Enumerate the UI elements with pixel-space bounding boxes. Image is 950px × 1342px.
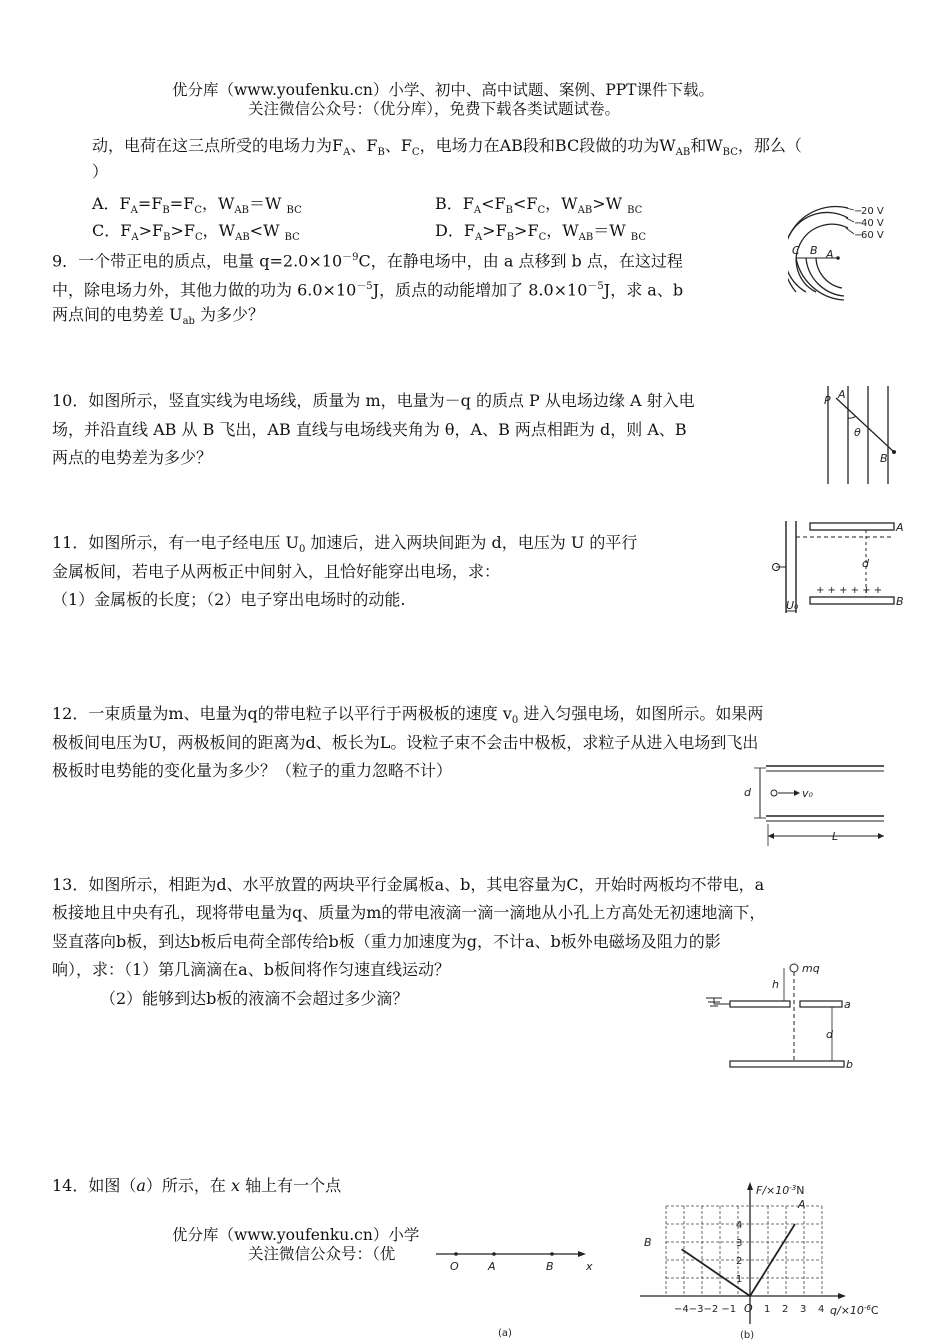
q8-equipotential-figure [788, 196, 888, 302]
q13-label-b: b [846, 1058, 853, 1071]
q14b-ylabel: $F/\times 10^{-3}N$ [756, 1184, 805, 1197]
q12-beam-figure [738, 760, 888, 850]
q13-line-4: 响），求：（1）第几滴滴在a、b板间将作匀速直线运动？ [52, 960, 450, 979]
q14b-ytick-4: 4 [736, 1220, 743, 1231]
q14a-label-b: B [546, 1260, 554, 1273]
q14b-xtick-negative: −4−3−2 −1 [674, 1304, 737, 1315]
q14b-point-b-label: B [644, 1236, 652, 1249]
q14b-ytick-1: 1 [736, 1274, 743, 1285]
q13-label-mq: mq [802, 962, 820, 975]
q14b-grid [666, 1206, 822, 1296]
q11-line-1: 11．如图所示，有一电子经电压 $U_0$ 加速后，进入两块间距为 d，电压为 U 的平行 [52, 533, 638, 556]
q10-label-p: P [824, 394, 831, 407]
q14b-xlabel: $q/\times 10^{-6}C$ [830, 1304, 879, 1317]
q14a-caption: (a) [498, 1328, 512, 1339]
q10-label-a: A [838, 388, 846, 401]
q14a-label-a: A [488, 1260, 496, 1273]
q8-option-b: B．$F_A<F_B<F_C$，$W_{AB}>W$ $_{BC}$ [435, 194, 643, 217]
q14b-xtick-2: 2 [782, 1304, 789, 1315]
q13-droplet-figure [700, 960, 860, 1076]
header-line-1: 优分库（www.youfenku.cn）小学、初中、高中试题、案例、PPT课件下载。 [172, 81, 715, 99]
q13-label-d: d [826, 1028, 833, 1041]
q12-label-v0: v₀ [802, 787, 813, 800]
svg-text:−: − [854, 218, 863, 229]
q10-line-3: 两点的电势差为多少？ [52, 448, 213, 467]
q14b-ytick-3: 3 [736, 1238, 743, 1249]
q11-label-a: A [896, 521, 904, 534]
q8-label-c: C [792, 244, 800, 257]
q13-line-2: 板接地且中央有孔，现将带电量为q、质量为m的带电液滴一滴一滴地从小孔上方高处无初速地滴下， [52, 903, 766, 922]
q8-label-a: A [826, 248, 834, 261]
q11-label-u0: U₀ [786, 599, 799, 612]
q13-line-5: （2）能够到达b板的液滴不会超过多少滴？ [100, 989, 409, 1008]
q12-line-2: 极板间电压为U，两极板间的距离为d、板长为L。设粒子束不会击中极板，求粒子从进入电场到飞出 [52, 733, 759, 752]
q10-label-theta: θ [854, 426, 861, 439]
q11-plates-figure [766, 517, 912, 617]
q8-label-20v: 20 V [861, 206, 884, 217]
q11-label-d: d [862, 557, 869, 570]
q14b-origin-label: O [744, 1302, 753, 1315]
q14b-caption: (b) [740, 1330, 755, 1341]
q14a-label-o: O [450, 1260, 459, 1273]
q14b-xtick-4: 4 [818, 1304, 825, 1315]
q14b-ytick-2: 2 [736, 1256, 743, 1267]
q12-line-1: 12．一束质量为m、电量为q的带电粒子以平行于两极板的速度 $v_0$ 进入匀强电场，如图所示。如果两 [52, 704, 764, 727]
q9-line-3: 两点间的电势差 $U_{ab}$ 为多少？ [52, 305, 265, 328]
q14a-label-x: x [586, 1260, 593, 1273]
q11-line-2: 金属板间，若电子从两板正中间射入，且恰好能穿出电场，求： [52, 562, 501, 581]
q8-label-b: B [810, 244, 818, 257]
q9-line-2: 中，除电场力外，其他力做的功为 $6.0\times 10^{-5}J$，质点的动能增加了 $8.0\times 10^{-5}J$，求 a、b [52, 280, 684, 300]
q8-label-40v: 40 V [861, 218, 884, 229]
q14b-xtick-1: 1 [764, 1304, 771, 1315]
q13-label-a: a [844, 998, 851, 1011]
q11-plus-charges: + + + + + + [816, 585, 883, 596]
footer-watermark-line-2: 关注微信公众号：（优 [248, 1245, 396, 1263]
q13-line-1: 13．如图所示，相距为d、水平放置的两块平行金属板a、b，其电容量为C，开始时两板均不带电，a [52, 875, 765, 894]
q14-axis-figure-a [432, 1240, 602, 1342]
header-line-2: 关注微信公众号：（优分库），免费下载各类试题试卷。 [248, 100, 621, 118]
q12-label-l: L [832, 830, 839, 843]
q8-stem-line-2: ） [92, 162, 109, 181]
q12-label-d: d [744, 786, 751, 799]
q10-field-lines-figure [818, 384, 902, 488]
svg-text:−: − [854, 230, 863, 241]
q14b-xtick-3: 3 [800, 1304, 807, 1315]
q8-option-d: D．$F_A>F_B>F_C$，$W_{AB}=W$ $_{BC}$ [435, 221, 646, 244]
q9-line-1: 9．一个带正电的质点，电量 $q=2.0\times 10^{-9}C$，在静电场中，由 a 点移到 b 点，在这过程 [52, 251, 683, 271]
q11-label-b: B [896, 595, 904, 608]
q12-line-3: 极板时电势能的变化量为多少？（粒子的重力忽略不计） [52, 761, 453, 780]
q11-line-3: （1）金属板的长度；（2）电子穿出电场时的动能. [52, 590, 406, 609]
q14-graph-figure-b [630, 1176, 926, 1342]
footer-watermark-line-1: 优分库（www.youfenku.cn）小学 [172, 1226, 420, 1244]
q8-option-a: A．$F_A=F_B=F_C$，$W_{AB}=W$ $_{BC}$ [92, 194, 302, 217]
q8-stem-line-1: 动，电荷在这三点所受的电场力为$F_A$、$F_B$、$F_C$，电场力在AB段和BC段做的功为$W_{AB}$和$W_{BC}$，那么（ [92, 136, 802, 159]
q14-line-1: 14．如图（a）所示，在 x 轴上有一个点 [52, 1176, 342, 1195]
q10-line-1: 10．如图所示，竖直实线为电场线，质量为 m，电量为－q 的质点 P 从电场边缘 A 射入电 [52, 391, 695, 410]
q8-label-60v: 60 V [861, 230, 884, 241]
q10-line-2: 场，并沿直线 AB 从 B 飞出，AB 直线与电场线夹角为 θ，A、B 两点相距为 d，则 A、B [52, 420, 687, 439]
q13-line-3: 竖直落向b板，到达b板后电荷全部传给b板（重力加速度为g，不计a、b板外电磁场及阻力的影 [52, 932, 721, 951]
q14b-point-a-label: A [798, 1198, 806, 1211]
q13-label-h: h [772, 978, 779, 991]
q10-label-b: B [880, 452, 888, 465]
q8-option-c: C．$F_A>F_B>F_C$，$W_{AB}<W$ $_{BC}$ [92, 221, 300, 244]
svg-text:−: − [854, 206, 863, 217]
